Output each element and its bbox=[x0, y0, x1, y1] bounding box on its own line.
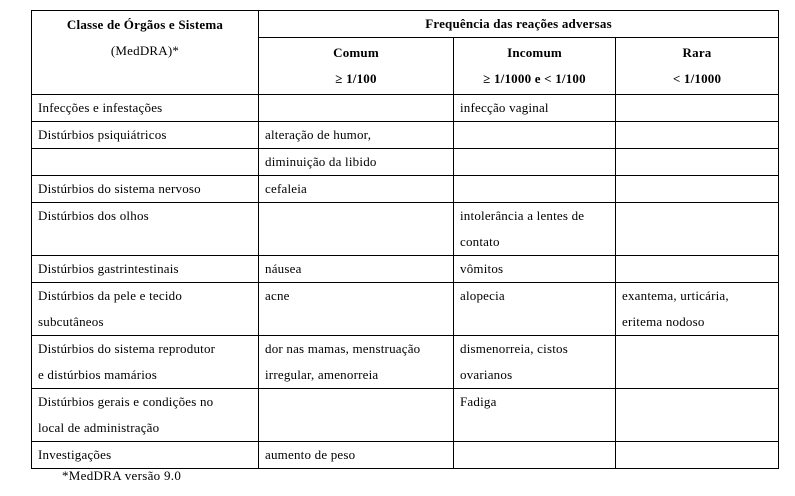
rare-column-header bbox=[616, 38, 779, 95]
common-cell: alteração de humor, bbox=[259, 122, 454, 149]
class-cell: Distúrbios psiquiátricos bbox=[32, 122, 259, 149]
rare-cell bbox=[616, 256, 779, 283]
class-column-title: Classe de Órgãos e Sistema bbox=[66, 17, 224, 32]
uncommon-cell bbox=[454, 122, 616, 149]
rare-label: Rara bbox=[682, 45, 712, 60]
common-label: Comum bbox=[333, 45, 379, 60]
cell-line: dor nas mamas, menstruação bbox=[265, 341, 421, 356]
cell-line: local de administração bbox=[38, 420, 160, 435]
rare-cell bbox=[616, 95, 779, 122]
cell-line: e distúrbios mamários bbox=[38, 367, 158, 382]
rare-cell bbox=[616, 149, 779, 176]
cell-line: ovarianos bbox=[460, 367, 513, 382]
common-cell: diminuição da libido bbox=[259, 149, 454, 176]
common-cell: náusea bbox=[259, 256, 454, 283]
class-cell bbox=[32, 149, 259, 176]
common-cell: acne bbox=[259, 283, 454, 336]
header-row-frequency bbox=[32, 11, 779, 38]
class-column-header bbox=[32, 11, 259, 95]
footnote: *MedDRA versão 9.0 bbox=[62, 468, 182, 483]
uncommon-column-header bbox=[454, 38, 616, 95]
class-cell bbox=[32, 389, 259, 442]
rare-cell bbox=[616, 176, 779, 203]
class-cell: Distúrbios do sistema nervoso bbox=[32, 176, 259, 203]
table-row bbox=[32, 256, 779, 283]
uncommon-cell bbox=[454, 203, 616, 256]
cell-line: exantema, urticária, bbox=[622, 288, 729, 303]
table-row bbox=[32, 95, 779, 122]
table-row bbox=[32, 336, 779, 389]
table-row bbox=[32, 283, 779, 336]
uncommon-cell bbox=[454, 336, 616, 389]
table-row bbox=[32, 122, 779, 149]
class-cell bbox=[32, 336, 259, 389]
rare-cell bbox=[616, 389, 779, 442]
uncommon-cell: Fadiga bbox=[454, 389, 616, 442]
frequency-header: Frequência das reações adversas bbox=[259, 11, 779, 38]
table-row bbox=[32, 149, 779, 176]
uncommon-cell bbox=[454, 176, 616, 203]
class-cell: Infecções e infestações bbox=[32, 95, 259, 122]
uncommon-cell: vômitos bbox=[454, 256, 616, 283]
cell-line: Distúrbios da pele e tecido bbox=[38, 288, 183, 303]
rare-cell bbox=[616, 203, 779, 256]
common-cell bbox=[259, 336, 454, 389]
common-cell: aumento de peso bbox=[259, 442, 454, 469]
uncommon-range: ≥ 1/1000 e < 1/100 bbox=[483, 71, 586, 86]
table-row bbox=[32, 442, 779, 469]
common-column-header bbox=[259, 38, 454, 95]
table-row bbox=[32, 203, 779, 256]
cell-line: dismenorreia, cistos bbox=[460, 341, 568, 356]
common-cell: cefaleia bbox=[259, 176, 454, 203]
cell-line: subcutâneos bbox=[38, 314, 104, 329]
uncommon-label: Incomum bbox=[507, 45, 562, 60]
class-cell: Distúrbios dos olhos bbox=[32, 203, 259, 256]
rare-cell bbox=[616, 336, 779, 389]
common-cell bbox=[259, 389, 454, 442]
table-row bbox=[32, 389, 779, 442]
cell-line: contato bbox=[460, 234, 500, 249]
cell-line: Distúrbios do sistema reprodutor bbox=[38, 341, 216, 356]
uncommon-cell: alopecia bbox=[454, 283, 616, 336]
cell-line: intolerância a lentes de bbox=[460, 208, 585, 223]
common-cell bbox=[259, 203, 454, 256]
common-cell bbox=[259, 95, 454, 122]
rare-range: < 1/1000 bbox=[672, 71, 722, 86]
rare-cell bbox=[616, 122, 779, 149]
class-cell: Investigações bbox=[32, 442, 259, 469]
class-column-subtitle: (MedDRA)* bbox=[110, 43, 180, 58]
cell-line: eritema nodoso bbox=[622, 314, 705, 329]
class-cell bbox=[32, 283, 259, 336]
uncommon-cell bbox=[454, 442, 616, 469]
table-row bbox=[32, 176, 779, 203]
adverse-reactions-table bbox=[31, 10, 779, 469]
cell-line: Distúrbios gerais e condições no bbox=[38, 394, 214, 409]
common-range: ≥ 1/100 bbox=[335, 71, 377, 86]
rare-cell bbox=[616, 442, 779, 469]
rare-cell bbox=[616, 283, 779, 336]
uncommon-cell: infecção vaginal bbox=[454, 95, 616, 122]
class-cell: Distúrbios gastrintestinais bbox=[32, 256, 259, 283]
uncommon-cell bbox=[454, 149, 616, 176]
cell-line: irregular, amenorreia bbox=[265, 367, 379, 382]
